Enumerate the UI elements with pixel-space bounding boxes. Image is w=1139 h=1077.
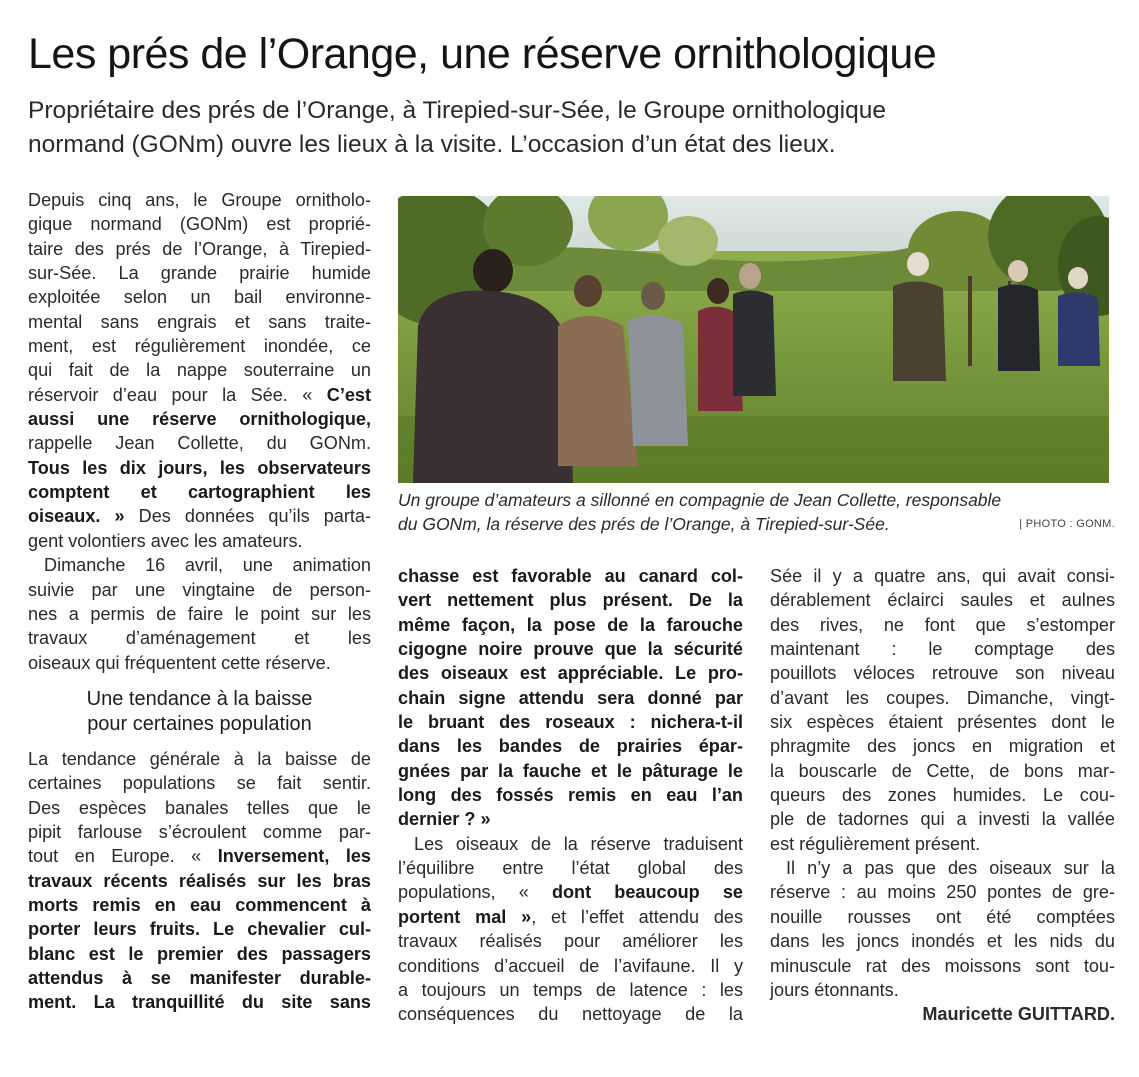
intertitle-line: pour certaines population bbox=[87, 712, 312, 735]
text-line: pouillots véloces retrouve son niveau bbox=[770, 663, 1115, 684]
text-line bbox=[398, 880, 743, 904]
quote-line: dernier ? » bbox=[398, 809, 491, 830]
quote-line: cigogne noire prouve que la sécurité bbox=[398, 639, 743, 660]
text-fragment: populations, « bbox=[398, 882, 529, 903]
text-line: ment, est régulièrement inondée, ce bbox=[28, 336, 371, 357]
quote-line: chain signe attendu sera donné par bbox=[398, 687, 743, 708]
text-line: La tendance générale à la baisse de bbox=[28, 748, 371, 769]
headline: Les prés de l’Orange, une réserve ornithologique bbox=[28, 30, 937, 78]
text-line: d’avant les coupes. Dimanche, vingt- bbox=[770, 687, 1115, 708]
text-line: certaines populations se fait sentir. bbox=[28, 773, 371, 794]
column-2 bbox=[398, 564, 743, 1027]
quote-line: porter leurs fruits. Le chevalier cul- bbox=[28, 919, 371, 940]
text-line: dérablement éclairci saules et aulnes bbox=[770, 590, 1115, 611]
quote-fragment: C’est bbox=[312, 384, 371, 405]
text-line: Depuis cinq ans, le Groupe ornitholo- bbox=[28, 190, 371, 210]
text-line bbox=[28, 383, 371, 407]
text-line: conséquences du nettoyage de la bbox=[398, 1004, 743, 1025]
quote-line: le bruant des roseaux : nichera-t-il bbox=[398, 712, 743, 733]
quote-line: vert nettement plus présent. De la bbox=[398, 590, 743, 611]
quote-line: comptent et cartographient les bbox=[28, 482, 371, 503]
text-line: conditions d’accueil de l’avifaune. Il y bbox=[398, 955, 743, 976]
quote-line: long des fossés remis en eau l’an bbox=[398, 785, 743, 806]
quote-line: dans les bandes de prairies épar- bbox=[398, 736, 743, 757]
quote-line: des oiseaux est appréciable. Le pro- bbox=[398, 663, 743, 684]
photo-illustration bbox=[398, 196, 1109, 483]
text-line bbox=[28, 844, 371, 868]
text-line: phragmite des joncs en migration et bbox=[770, 736, 1115, 757]
text-line: suivie par une vingtaine de person- bbox=[28, 579, 371, 600]
quote-line: morts remis en eau commencent à bbox=[28, 894, 371, 915]
subhead bbox=[28, 94, 1118, 162]
quote-line: Tous les dix jours, les observateurs bbox=[28, 457, 371, 478]
text-line bbox=[398, 905, 743, 929]
quote-line: ment. La tranquillité du site sans bbox=[28, 992, 371, 1013]
caption-line: Un groupe d’amateurs a sillonné en compagnie de Jean Collette, responsable bbox=[398, 490, 1002, 510]
text-line: gent volontiers avec les amateurs. bbox=[28, 530, 303, 551]
quote-line: gnées par la fauche et le pâturage le bbox=[398, 760, 743, 781]
text-line: a toujours un temps de latence : les bbox=[398, 979, 743, 1000]
text-line: mental sans engrais et sans traite- bbox=[28, 311, 371, 332]
photo-credit: | PHOTO : GONM. bbox=[1019, 518, 1115, 530]
quote-line: même façon, la pose de la farouche bbox=[398, 614, 743, 635]
text-line: Sée il y a quatre ans, qui avait consi- bbox=[770, 566, 1115, 586]
text-line: Des espèces banales telles que le bbox=[28, 797, 371, 818]
quote-fragment: Inversement, les bbox=[201, 846, 371, 867]
quote-line: travaux récents réalisés sur les bras bbox=[28, 870, 371, 891]
author-signature: Mauricette GUITTARD. bbox=[922, 1004, 1115, 1025]
text-line: ple de tadornes qui a investi la vallée bbox=[770, 809, 1115, 830]
text-line: des rives, ne font que s’estomper bbox=[770, 614, 1115, 635]
column-3 bbox=[770, 564, 1115, 1027]
subhead-line: Propriétaire des prés de l’Orange, à Tirepied-sur-Sée, le Groupe ornithologique bbox=[28, 97, 886, 124]
quote-line: attendus à se manifester durable- bbox=[28, 967, 371, 988]
text-line: rappelle Jean Collette, du GONm. bbox=[28, 433, 371, 454]
text-line: Il n’y a pas que des oiseaux sur la bbox=[786, 858, 1115, 879]
quote-fragment: oiseaux. » bbox=[28, 506, 125, 527]
text-line: travaux réalisés pour améliorer les bbox=[398, 931, 743, 952]
caption-line: du GONm, la réserve des prés de l’Orange, à Tirepied-sur-Sée. bbox=[398, 514, 890, 534]
text-line: jours étonnants. bbox=[770, 979, 899, 1000]
text-line: qui fait de la nappe souterraine un bbox=[28, 360, 371, 381]
text-line: dans les joncs inondés et les nids du bbox=[770, 931, 1115, 952]
text-fragment: , et l’effet attendu des bbox=[531, 906, 744, 927]
text-line: sur-Sée. La grande prairie humide bbox=[28, 263, 371, 284]
text-line bbox=[28, 504, 371, 528]
text-line: Les oiseaux de la réserve traduisent bbox=[414, 833, 743, 854]
text-line: nouille rousses ont été comptées bbox=[770, 906, 1115, 927]
intertitle bbox=[28, 687, 371, 737]
text-line: réserve : au moins 250 pontes de gre- bbox=[770, 882, 1115, 903]
quote-line: blanc est le premier des passagers bbox=[28, 943, 371, 964]
text-line: gique normand (GONm) est proprié- bbox=[28, 214, 371, 235]
quote-fragment: dont beaucoup se bbox=[528, 882, 744, 903]
text-line: la bouscarle de Cette, de bons mar- bbox=[770, 760, 1115, 781]
text-line: oiseaux qui fréquentent cette réserve. bbox=[28, 652, 331, 673]
text-line: taire des prés de l’Orange, à Tirepied- bbox=[28, 238, 371, 259]
text-line: nes a permis de faire le point sur les bbox=[28, 603, 371, 624]
text-line: six espèces étaient présentes dont le bbox=[770, 712, 1115, 733]
subhead-line: normand (GONm) ouvre les lieux à la visite. L’occasion d’un état des lieux. bbox=[28, 131, 836, 158]
photo-caption bbox=[398, 488, 1113, 536]
text-line: maintenant : le comptage des bbox=[770, 639, 1115, 660]
text-line: l’équilibre entre l’état global des bbox=[398, 858, 743, 879]
text-fragment: réservoir d’eau pour la Sée. « bbox=[28, 384, 313, 405]
text-line: queurs des zones humides. Le cou- bbox=[770, 785, 1115, 806]
quote-line: chasse est favorable au canard col- bbox=[398, 566, 743, 586]
text-line: travaux d’aménagement et les bbox=[28, 628, 371, 649]
quote-line: aussi une réserve ornithologique, bbox=[28, 409, 371, 430]
text-line: est régulièrement présent. bbox=[770, 833, 981, 854]
quote-fragment: portent mal » bbox=[398, 906, 532, 927]
text-line: exploitée selon un bail environne- bbox=[28, 287, 371, 308]
text-fragment: tout en Europe. « bbox=[28, 846, 202, 867]
text-fragment: Des données qu’ils parta- bbox=[124, 506, 371, 527]
intertitle-line: Une tendance à la baisse bbox=[86, 687, 313, 710]
column-1 bbox=[28, 188, 371, 1015]
text-line: Dimanche 16 avril, une animation bbox=[44, 555, 371, 576]
text-line: pipit farlouse s’écroulent comme par- bbox=[28, 821, 371, 842]
text-line: minuscule rat des moissons sont tou- bbox=[770, 955, 1115, 976]
article-photo bbox=[398, 196, 1109, 483]
